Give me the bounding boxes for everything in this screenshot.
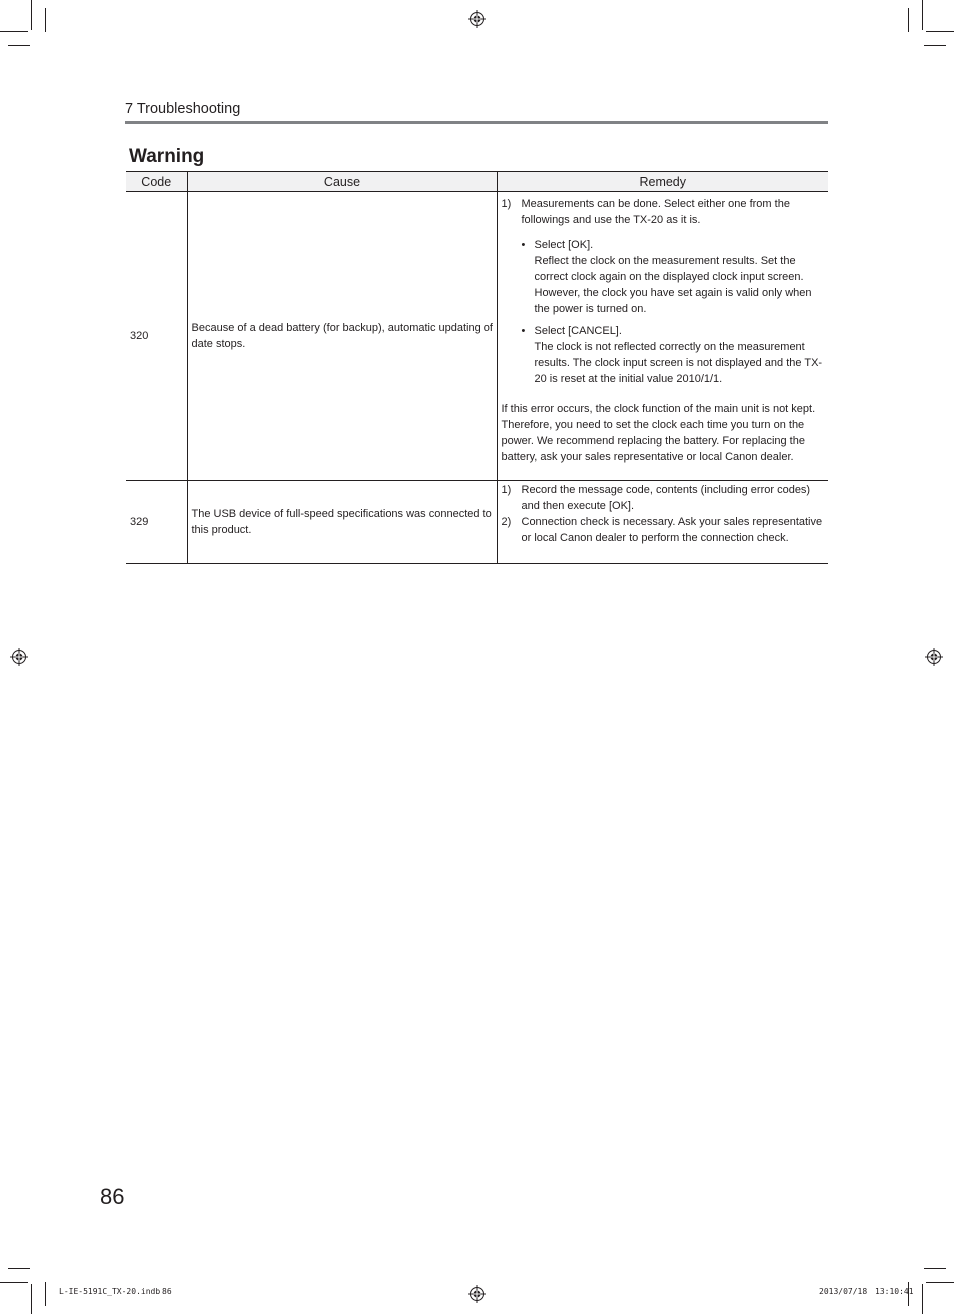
section-header: 7 Troubleshooting	[125, 101, 241, 117]
step-text: Record the message code, contents (including error codes) and then execute [OK].	[521, 484, 811, 512]
slug-page: 86	[162, 1287, 172, 1296]
column-header-cause: Cause	[187, 172, 497, 192]
error-remedy	[497, 192, 828, 481]
slug-time: 13:10:41	[875, 1287, 914, 1296]
error-cause: Because of a dead battery (for backup), automatic updating of date stops.	[187, 192, 497, 481]
step-text: Connection check is necessary. Ask your sales representative or local Canon dealer to perform the connection check.	[521, 516, 823, 544]
column-header-code: Code	[126, 172, 187, 192]
remedy-step	[502, 482, 826, 514]
crop-mark	[31, 0, 32, 30]
step-number: 2)	[501, 516, 512, 528]
bullet-icon: •	[521, 325, 526, 337]
option-title: Select [OK].	[534, 239, 594, 251]
registration-mark-icon	[10, 648, 28, 666]
crop-mark	[31, 1284, 32, 1314]
step-number: 1)	[501, 198, 512, 210]
crop-mark	[924, 45, 946, 46]
crop-mark	[908, 8, 909, 32]
remedy-option	[502, 237, 826, 317]
remedy-note: If this error occurs, the clock function of the main unit is not kept. Therefore, you need to set the clock each time you turn on the power. We recommend replacing the battery. For replacing the battery, ask your sales representative or local Canon dealer.	[501, 403, 816, 463]
crop-mark	[922, 0, 923, 30]
crop-mark	[0, 1282, 28, 1283]
crop-mark	[45, 1282, 46, 1306]
error-table	[126, 171, 828, 564]
section-rule	[125, 121, 828, 124]
crop-mark	[45, 8, 46, 32]
step-number: 1)	[501, 484, 512, 496]
column-header-remedy: Remedy	[497, 172, 828, 192]
table-header-row	[126, 172, 828, 192]
crop-mark	[926, 31, 954, 32]
crop-mark	[0, 31, 28, 32]
error-code: 320	[126, 192, 187, 481]
step-text: Measurements can be done. Select either one from the followings and use the TX-20 as it is.	[521, 198, 790, 226]
registration-mark-icon	[925, 648, 943, 666]
remedy-step	[502, 196, 826, 228]
error-code: 329	[126, 481, 187, 564]
error-remedy	[497, 481, 828, 564]
bullet-icon: •	[521, 239, 526, 251]
option-text: The clock is not reflected correctly on the measurement results. The clock input screen is not displayed and the TX-20 is reset at the initial value 2010/1/1.	[534, 341, 823, 385]
remedy-option	[502, 323, 826, 387]
page-number: 86	[100, 1184, 125, 1209]
remedy-step	[502, 514, 826, 546]
crop-mark	[922, 1284, 923, 1314]
registration-mark-icon	[468, 1285, 486, 1303]
crop-mark	[926, 1282, 954, 1283]
table-row	[126, 481, 828, 564]
page-title: Warning	[129, 146, 205, 167]
option-title: Select [CANCEL].	[534, 325, 622, 337]
crop-mark	[924, 1268, 946, 1269]
option-text: Reflect the clock on the measurement results. Set the correct clock again on the displayed clock input screen. However, the clock you have set again is valid only when the power is turned on.	[534, 255, 812, 315]
crop-mark	[8, 45, 30, 46]
crop-mark	[8, 1268, 30, 1269]
registration-mark-icon	[468, 10, 486, 28]
slug-file: L-IE-5191C_TX-20.indb	[59, 1287, 161, 1296]
error-cause: The USB device of full-speed specifications was connected to this product.	[187, 481, 497, 564]
slug-date: 2013/07/18	[819, 1287, 868, 1296]
table-row	[126, 192, 828, 481]
